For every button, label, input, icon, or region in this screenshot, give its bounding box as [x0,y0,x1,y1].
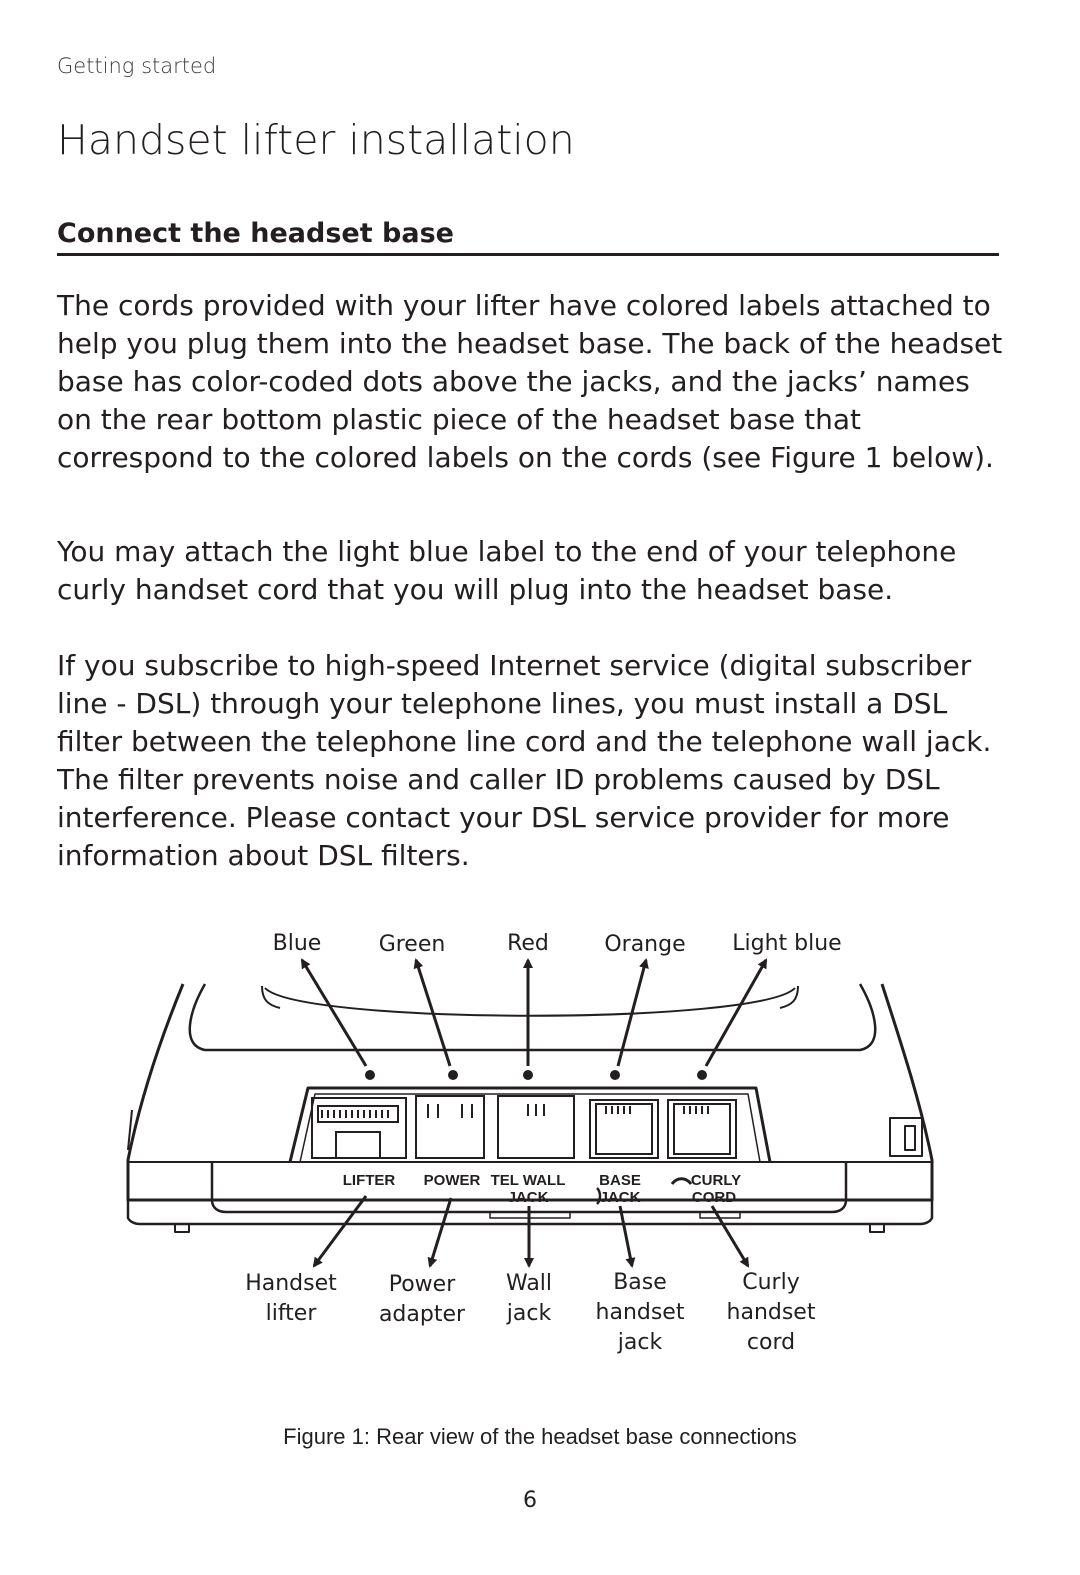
label-base-handset-jack-2: handset [595,1300,685,1325]
label-orange: Orange [604,932,686,957]
paragraph-cords: The cords provided with your lifter have colored labels attached to help you plug them into the headset base. The back of the headset base has color-coded dots above the jacks, and the jacks’ names on the rear bottom plastic piece of the headset base that correspond to the colored labels on the cords (see Figure 1 below). [57,289,1003,474]
page-title: Handset lifter installation [57,116,575,164]
dot-blue [365,1070,375,1080]
label-red: Red [507,931,549,956]
label-light-blue: Light blue [732,931,842,956]
panel-label-tel-wall: TEL WALL [490,1172,566,1189]
handset-icon [597,1188,600,1204]
dot-light-blue [697,1070,707,1080]
headset-base-rear-figure [0,900,1080,1400]
label-base-handset-jack-1: Base [613,1270,667,1295]
dot-green [448,1070,458,1080]
label-wall-jack-1: Wall [505,1271,553,1296]
label-power-adapter-1: Power [388,1272,456,1297]
subheading: Connect the headset base [57,218,999,256]
bottom-labels [245,1270,816,1355]
section-label: Getting started [57,54,217,78]
page-number: 6 [523,1488,537,1513]
paragraph-dsl: If you subscribe to high-speed Internet service (digital subscriber line - DSL) through your telephone lines, you must install a DSL filter between the telephone line cord and the telephone wall jack. The filter prevents noise and caller ID problems caused by DSL interference. Please contact your DSL service provider for more information about DSL filters. [57,649,992,872]
panel-label-power: POWER [423,1172,481,1189]
label-base-handset-jack-3: jack [617,1330,663,1355]
dot-orange [610,1070,620,1080]
label-curly-handset-cord-2: handset [726,1300,816,1325]
panel-label-curly-cord: CORD [691,1189,737,1206]
panel-label-lifter: LIFTER [342,1172,396,1189]
label-curly-handset-cord-1: Curly [742,1270,800,1295]
color-dots [365,1070,707,1080]
bottom-arrows [314,1196,748,1266]
dot-red [523,1070,533,1080]
label-power-adapter-2: adapter [378,1302,466,1327]
panel-label-base-jack: JACK [599,1189,641,1206]
panel-label-curly: CURLY [690,1172,742,1189]
panel-label-base: BASE [599,1172,641,1189]
label-wall-jack-2: jack [506,1301,552,1326]
panel-label-tel-wall-jack: JACK [507,1189,549,1206]
label-handset-lifter-1: Handset [245,1271,337,1296]
label-curly-handset-cord-3: cord [746,1330,796,1355]
jacks [312,1096,736,1158]
label-green: Green [378,932,446,957]
figure-caption: Figure 1: Rear view of the headset base connections [283,1424,797,1449]
label-handset-lifter-2: lifter [265,1301,317,1326]
curly-handset-icon [672,1179,691,1184]
label-blue: Blue [272,931,322,956]
paragraph-light-blue: You may attach the light blue label to the end of your telephone curly handset cord that you will plug into the headset base. [57,535,957,606]
